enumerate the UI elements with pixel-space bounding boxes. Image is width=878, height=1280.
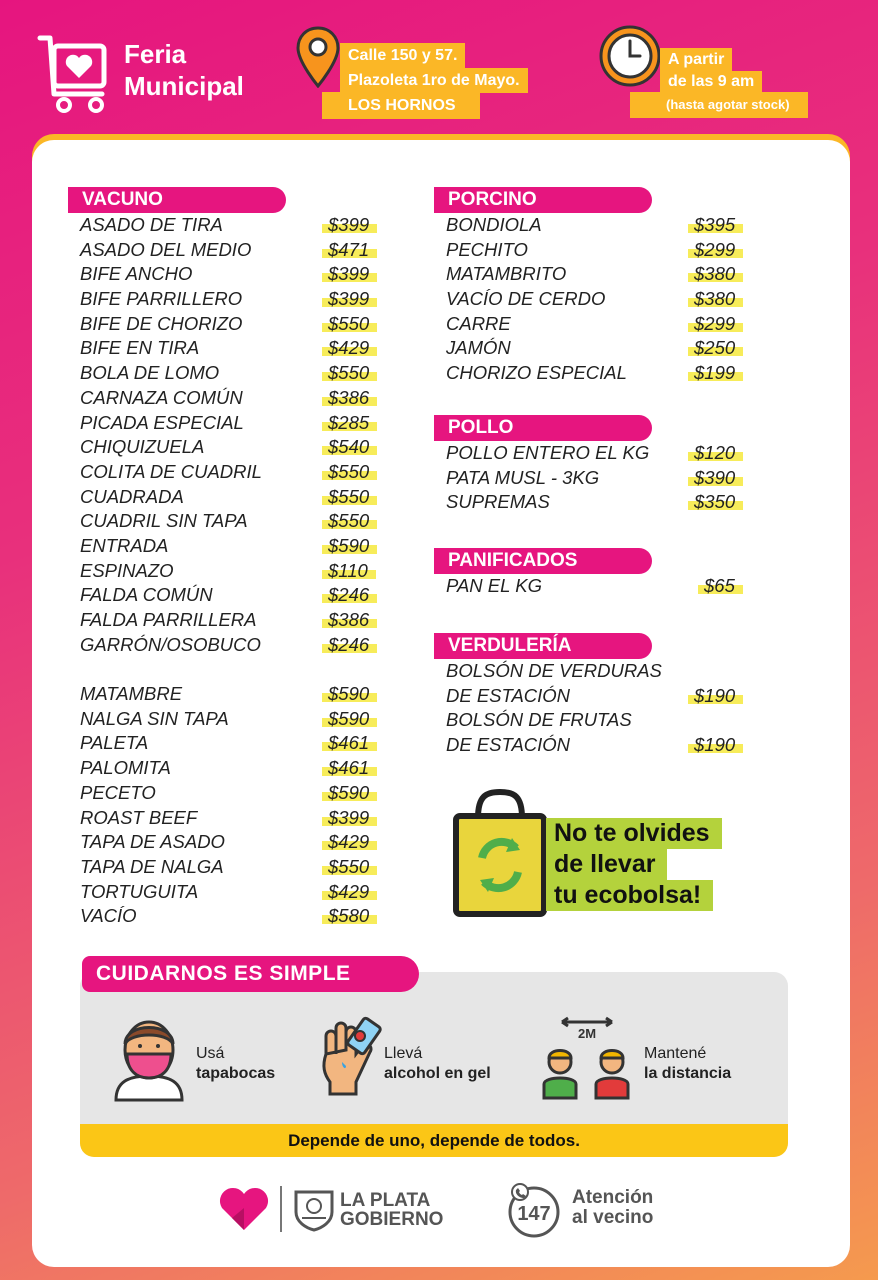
price-row xyxy=(80,534,400,559)
item-name: CUADRADA xyxy=(80,485,184,507)
item-name: DE ESTACIÓN xyxy=(446,734,571,756)
price-row xyxy=(446,336,766,361)
item-price: $386 xyxy=(328,608,369,633)
item-price: $380 xyxy=(694,262,735,287)
item-name: PECHITO xyxy=(446,238,528,260)
price-row xyxy=(446,441,766,466)
phone-147-icon xyxy=(506,1182,562,1238)
price-row xyxy=(80,411,400,436)
header xyxy=(0,0,878,140)
price-row xyxy=(80,460,400,485)
section-panificados xyxy=(446,548,766,599)
item-name: BIFE EN TIRA xyxy=(80,337,200,359)
item-name: CHORIZO ESPECIAL xyxy=(446,362,627,384)
price-row xyxy=(80,583,400,608)
phone-number: 147 xyxy=(517,1203,551,1225)
section-pollo xyxy=(446,415,766,515)
address-line-2: Plazoleta 1ro de Mayo. xyxy=(340,68,528,93)
item-price: $550 xyxy=(328,460,369,485)
item-name: TAPA DE ASADO xyxy=(80,831,225,853)
item-price: $540 xyxy=(328,435,369,460)
price-row xyxy=(446,490,766,515)
section-verduleria xyxy=(446,633,766,758)
item-name: CUADRIL SIN TAPA xyxy=(80,510,248,532)
item-price: $390 xyxy=(694,466,735,491)
price-card xyxy=(32,140,850,1267)
item-price: $590 xyxy=(328,781,369,806)
cart-heart-icon xyxy=(36,32,112,114)
item-price: $399 xyxy=(328,287,369,312)
item-name: PATA MUSL - 3KG xyxy=(446,466,600,488)
item-name: JAMÓN xyxy=(446,337,511,359)
price-row xyxy=(80,361,400,386)
price-row xyxy=(446,708,766,733)
item-price: $429 xyxy=(328,880,369,905)
location-pin-icon xyxy=(296,26,340,88)
title-line-1: Feria xyxy=(124,39,187,69)
item-price: $461 xyxy=(328,756,369,781)
price-row xyxy=(446,466,766,491)
item-price: $590 xyxy=(328,534,369,559)
item-name: FALDA PARRILLERA xyxy=(80,609,257,630)
item-price: $550 xyxy=(328,855,369,880)
section-title: POLLO xyxy=(434,415,652,441)
item-name: BOLSÓN DE FRUTAS xyxy=(446,709,632,731)
item-price: $285 xyxy=(328,411,369,436)
care-footer: Depende de uno, depende de todos. xyxy=(80,1124,788,1157)
gel-line-2: alcohol en gel xyxy=(384,1065,491,1082)
porcino-list xyxy=(446,213,766,386)
item-price: $120 xyxy=(694,441,735,466)
item-name: MATAMBRE xyxy=(80,683,183,705)
item-name: SUPREMAS xyxy=(446,491,550,513)
item-price: $429 xyxy=(328,336,369,361)
item-price: $590 xyxy=(328,707,369,732)
eco-line-3: tu ecobolsa! xyxy=(546,880,713,911)
item-name: VACÍO xyxy=(80,905,137,927)
price-row xyxy=(446,684,766,709)
price-row xyxy=(80,213,400,238)
att-line-1: Atención xyxy=(572,1187,654,1208)
price-row xyxy=(446,287,766,312)
item-name: DE ESTACIÓN xyxy=(446,684,571,706)
section-title: VACUNO xyxy=(68,187,286,213)
item-price: $65 xyxy=(704,574,735,599)
price-row xyxy=(80,756,400,781)
item-name: ASADO DE TIRA xyxy=(80,214,223,235)
price-row xyxy=(80,904,400,929)
item-price: $429 xyxy=(328,830,369,855)
item-name: ESPINAZO xyxy=(80,559,174,581)
item-price: $250 xyxy=(694,336,735,361)
price-row xyxy=(80,880,400,905)
shopping-bag-recycle-icon xyxy=(452,788,548,918)
price-row xyxy=(446,361,766,386)
eco-line-1: No te olvides xyxy=(546,818,722,849)
distance-line-2: la distancia xyxy=(644,1065,732,1082)
price-row xyxy=(446,733,766,758)
time-line-1: A partir xyxy=(660,48,732,72)
item-price: $299 xyxy=(694,238,735,263)
price-row xyxy=(80,830,400,855)
item-name: PAN EL KG xyxy=(446,575,542,596)
price-row xyxy=(80,806,400,831)
atencion-text xyxy=(572,1188,653,1228)
item-name: COLITA DE CUADRIL xyxy=(80,460,262,482)
section-title: PANIFICADOS xyxy=(434,548,652,574)
gel-line-1: Llevá xyxy=(384,1045,423,1062)
item-name: PECETO xyxy=(80,781,156,803)
price-row xyxy=(80,707,400,732)
ecobolsa-message xyxy=(546,818,722,911)
price-row xyxy=(80,608,400,633)
item-price: $399 xyxy=(328,806,369,831)
clock-icon xyxy=(598,24,662,88)
price-row xyxy=(446,574,766,599)
item-price: $461 xyxy=(328,731,369,756)
item-price: $299 xyxy=(694,312,735,337)
price-row xyxy=(446,312,766,337)
item-price: $399 xyxy=(328,213,369,238)
item-price: $550 xyxy=(328,361,369,386)
item-price: $246 xyxy=(328,633,369,658)
price-row xyxy=(80,633,400,658)
section-porcino xyxy=(446,187,766,386)
item-name: ASADO DEL MEDIO xyxy=(80,238,252,260)
price-row xyxy=(80,731,400,756)
item-name: BOLA DE LOMO xyxy=(80,362,220,384)
item-price: $350 xyxy=(694,490,735,515)
address-line-1: Calle 150 y 57. xyxy=(340,43,465,68)
price-row xyxy=(80,435,400,460)
verduleria-list xyxy=(446,659,766,758)
item-name: POLLO ENTERO EL KG xyxy=(446,442,650,463)
section-vacuno xyxy=(80,187,400,929)
price-row xyxy=(446,659,766,684)
lp-line-1: LA PLATA xyxy=(340,1190,431,1211)
item-name: PICADA ESPECIAL xyxy=(80,411,244,433)
price-row xyxy=(446,213,766,238)
social-distance-icon xyxy=(542,1016,632,1100)
price-row xyxy=(80,238,400,263)
item-name: CHIQUIZUELA xyxy=(80,436,205,458)
item-name: FALDA COMÚN xyxy=(80,584,213,606)
item-price: $550 xyxy=(328,312,369,337)
price-row xyxy=(80,781,400,806)
item-name: BIFE ANCHO xyxy=(80,263,193,285)
item-name: CARRE xyxy=(446,312,511,334)
price-row xyxy=(80,682,400,707)
title-line-2: Municipal xyxy=(124,71,244,101)
item-name: PALOMITA xyxy=(80,757,171,779)
vacuno-list-1 xyxy=(80,213,400,657)
item-price: $199 xyxy=(694,361,735,386)
price-row xyxy=(446,238,766,263)
item-price: $399 xyxy=(328,262,369,287)
lp-line-2: GOBIERNO xyxy=(340,1209,444,1230)
mask-line-2: tapabocas xyxy=(196,1065,276,1082)
item-price: $246 xyxy=(328,583,369,608)
price-row xyxy=(80,855,400,880)
item-price: $380 xyxy=(694,287,735,312)
item-name: BIFE PARRILLERO xyxy=(80,288,243,310)
item-price: $395 xyxy=(694,213,735,238)
item-price: $550 xyxy=(328,485,369,510)
item-price: $110 xyxy=(328,559,368,584)
time-line-3: (hasta agotar stock) xyxy=(630,92,808,118)
item-price: $471 xyxy=(328,238,369,263)
distance-badge: 2M xyxy=(577,1026,597,1041)
price-row xyxy=(80,262,400,287)
price-row xyxy=(80,509,400,534)
vacuno-list-2 xyxy=(80,682,400,929)
item-name: ENTRADA xyxy=(80,534,169,556)
item-price: $550 xyxy=(328,509,369,534)
la-plata-logo-text xyxy=(340,1191,443,1229)
heart-logo-icon xyxy=(218,1186,270,1232)
price-row xyxy=(80,559,400,584)
item-price: $190 xyxy=(694,733,735,758)
item-name: BIFE DE CHORIZO xyxy=(80,312,243,334)
hand-gel-icon xyxy=(316,1014,386,1098)
pollo-list xyxy=(446,441,766,515)
item-name: BONDIOLA xyxy=(446,214,542,235)
price-row xyxy=(446,262,766,287)
item-price: $580 xyxy=(328,904,369,929)
item-name: ROAST BEEF xyxy=(80,806,198,828)
item-name: TAPA DE NALGA xyxy=(80,855,224,877)
gel-text xyxy=(384,1044,491,1084)
feria-title xyxy=(124,38,244,102)
mask-person-icon xyxy=(112,1014,186,1102)
item-price: $590 xyxy=(328,682,369,707)
price-row xyxy=(80,336,400,361)
item-price: $386 xyxy=(328,386,369,411)
price-row xyxy=(80,287,400,312)
price-row xyxy=(80,386,400,411)
price-row xyxy=(80,485,400,510)
price-row xyxy=(80,312,400,337)
item-name: CARNAZA COMÚN xyxy=(80,386,243,408)
distance-text xyxy=(644,1044,731,1084)
item-name: BOLSÓN DE VERDURAS xyxy=(446,660,662,681)
item-price: $190 xyxy=(694,684,735,709)
att-line-2: al vecino xyxy=(572,1207,654,1228)
item-name: GARRÓN/OSOBUCO xyxy=(80,633,261,655)
item-name: MATAMBRITO xyxy=(446,263,567,285)
item-name: TORTUGUITA xyxy=(80,880,199,902)
city-seal-icon xyxy=(292,1186,336,1232)
item-name: PALETA xyxy=(80,732,149,754)
item-name: VACÍO DE CERDO xyxy=(446,288,606,310)
item-name: NALGA SIN TAPA xyxy=(80,707,229,729)
mask-text xyxy=(196,1044,275,1084)
distance-line-1: Mantené xyxy=(644,1045,707,1062)
eco-line-2: de llevar xyxy=(546,849,667,880)
address-line-3: LOS HORNOS xyxy=(322,92,480,119)
logo-divider xyxy=(280,1186,282,1232)
care-title: CUIDARNOS ES SIMPLE xyxy=(82,956,419,992)
panificados-list xyxy=(446,574,766,599)
section-title: PORCINO xyxy=(434,187,652,213)
mask-line-1: Usá xyxy=(196,1045,225,1062)
time-line-2: de las 9 am xyxy=(660,71,762,93)
section-title: VERDULERÍA xyxy=(434,633,652,659)
